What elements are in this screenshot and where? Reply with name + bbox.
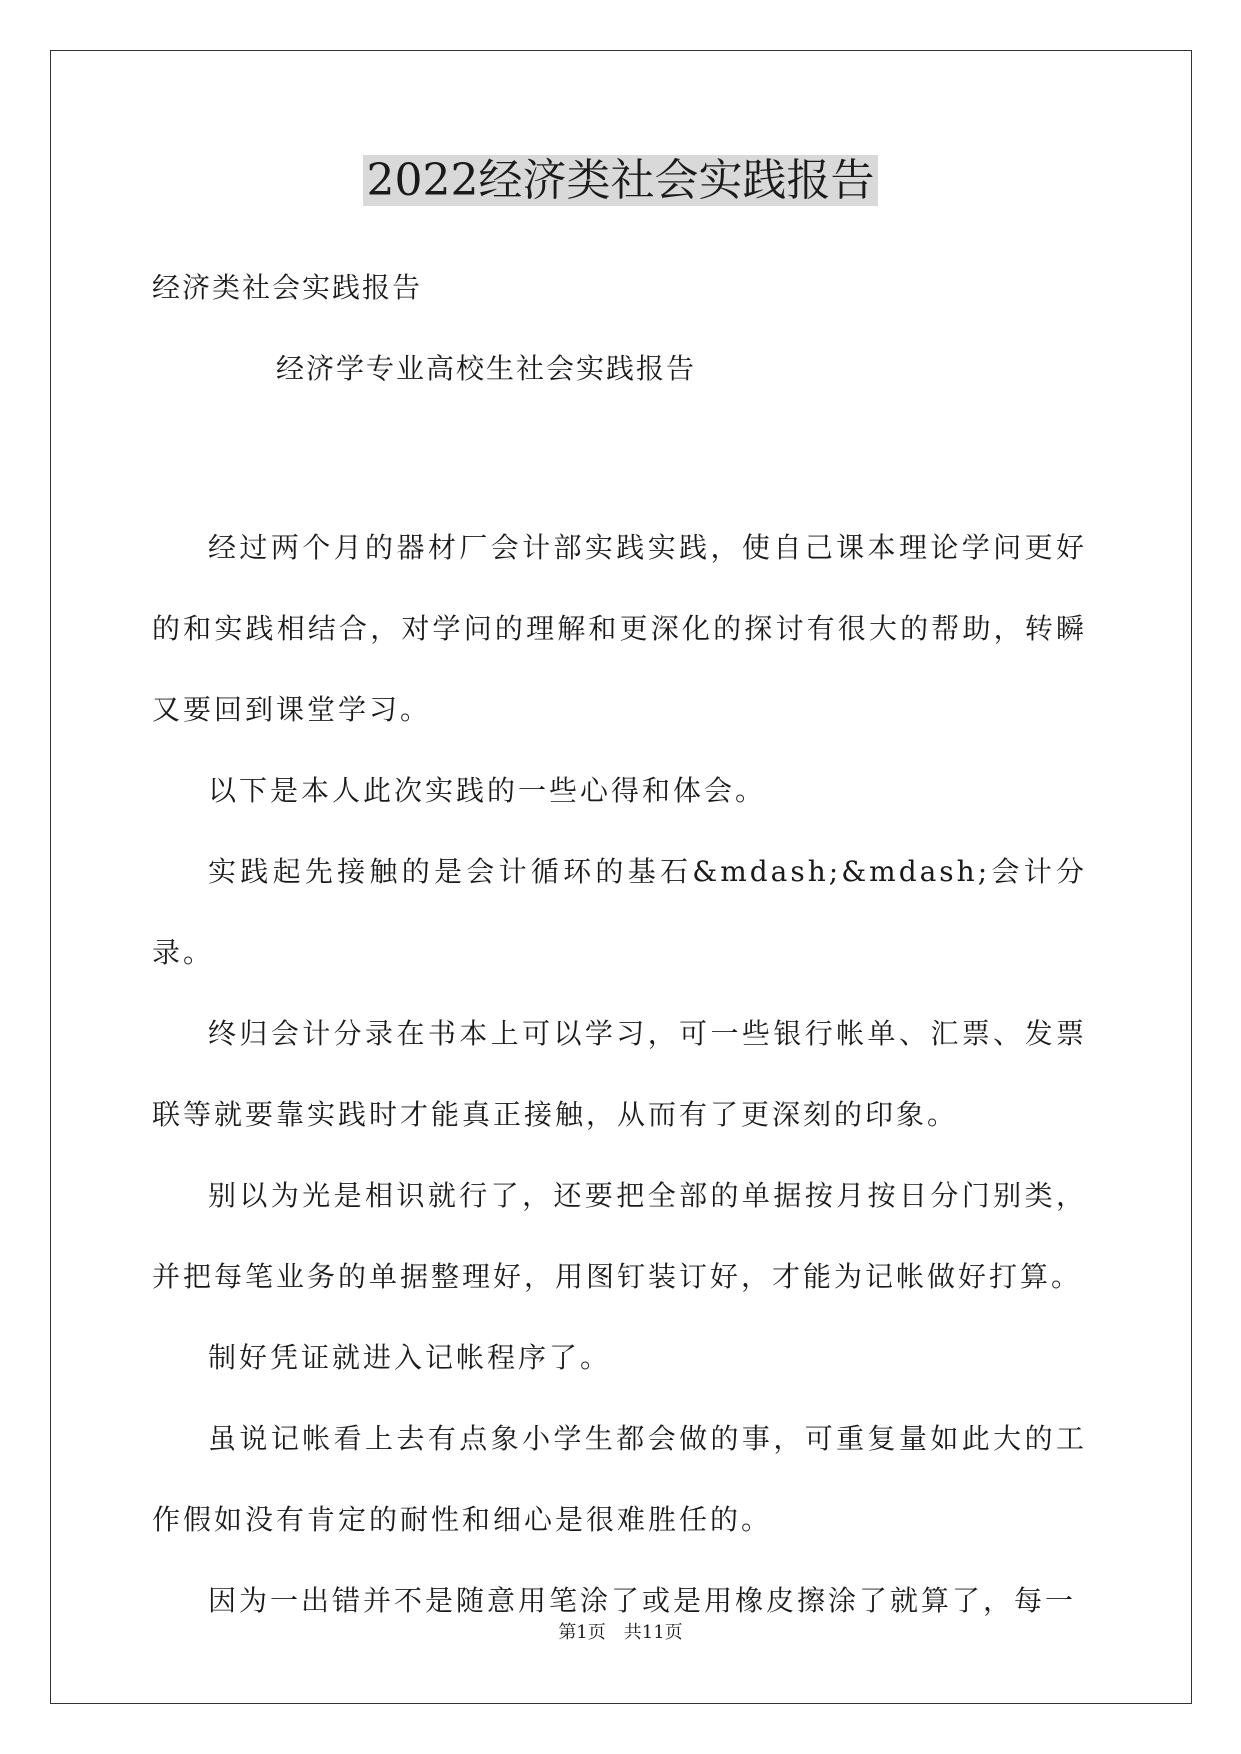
document-title — [0, 150, 1241, 212]
paragraph: 因为一出错并不是随意用笔涂了或是用橡皮擦涂了就算了，每一 — [208, 1584, 1077, 1617]
paragraph: 经过两个月的器材厂会计部实践实践，使自己课本理论学问更好的和实践相结合，对学问的理解和更深化的探讨有很大的帮助，转瞬又要回到课堂学习。 — [152, 531, 1087, 726]
page-footer: 第1页 共11页 — [558, 1622, 683, 1643]
paragraph: 别以为光是相识就行了，还要把全部的单据按月按日分门别类，并把每笔业务的单据整理好，用图钉装订好，才能为记帐做好打算。 — [152, 1179, 1087, 1293]
subtitle-left: 经济类社会实践报告 — [152, 271, 423, 304]
document-title-text: 2022经济类社会实践报告 — [363, 155, 879, 206]
paragraph: 制好凭证就进入记帐程序了。 — [208, 1341, 612, 1374]
body-text — [152, 507, 1087, 1641]
paragraph: 终归会计分录在书本上可以学习，可一些银行帐单、汇票、发票联等就要靠实践时才能真正接触，从而有了更深刻的印象。 — [152, 1017, 1087, 1131]
paragraph: 实践起先接触的是会计循环的基石&mdash;&mdash;会计分录。 — [152, 855, 1087, 969]
subtitle-center: 经济学专业高校生社会实践报告 — [276, 352, 697, 385]
paragraph: 虽说记帐看上去有点象小学生都会做的事，可重复量如此大的工作假如没有肯定的耐性和细心是很难胜任的。 — [152, 1422, 1087, 1536]
paragraph: 以下是本人此次实践的一些心得和体会。 — [208, 774, 767, 807]
